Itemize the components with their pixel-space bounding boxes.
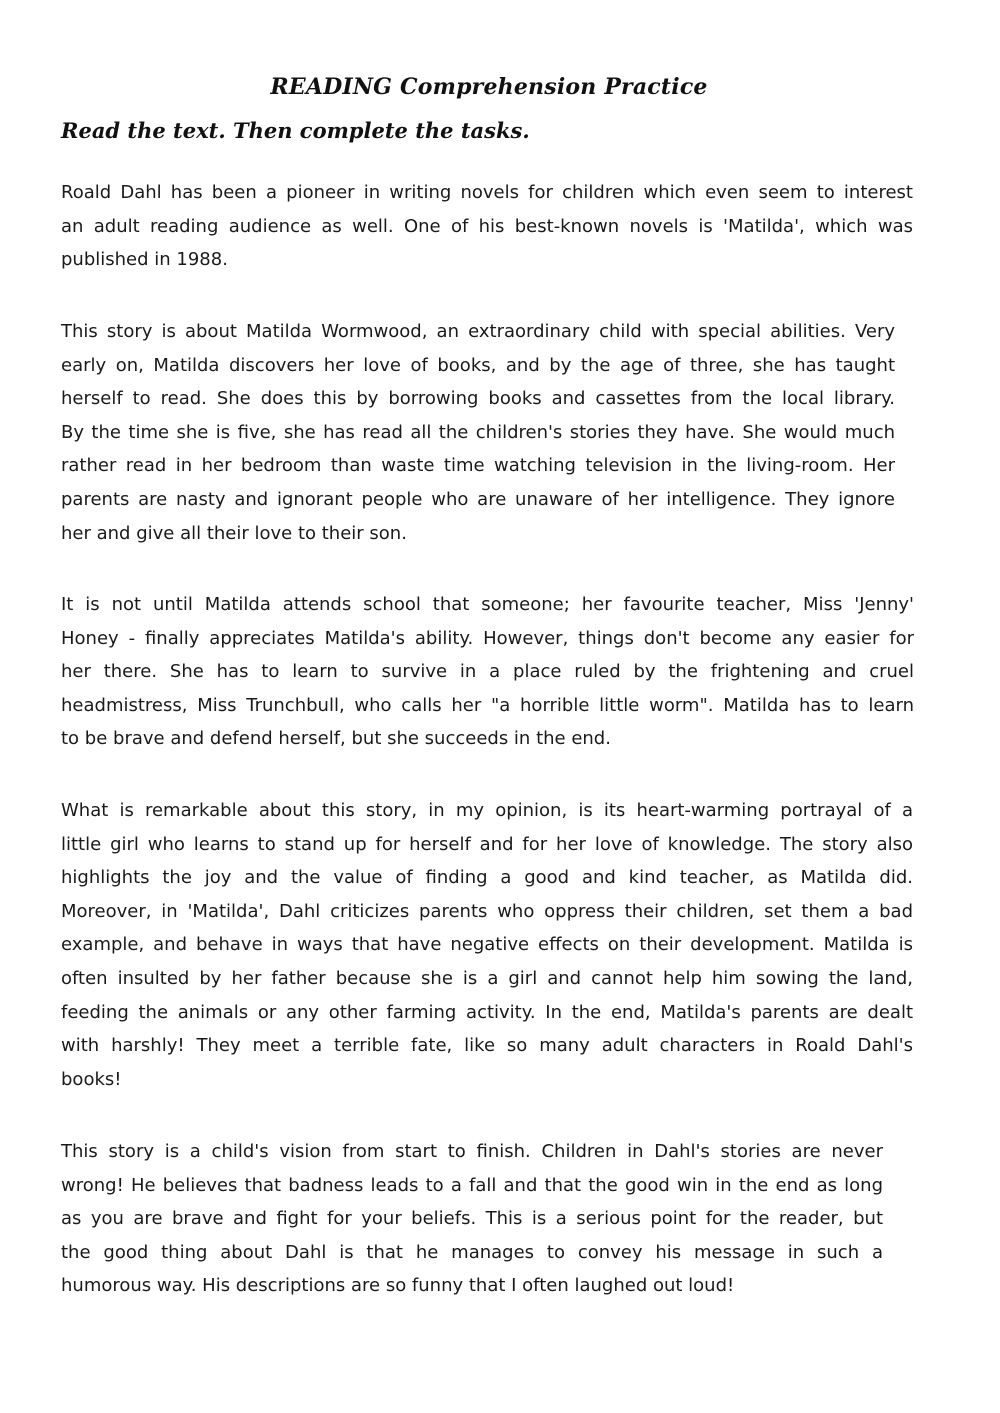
text-line: headmistress, Miss Trunchbull, who calls her "a horrible little worm". Matilda has to learn — [61, 694, 914, 716]
text-line: This story is about Matilda Wormwood, an extraordinary child with special abilities. Very — [61, 321, 895, 342]
task-instruction: Read the text. Then complete the tasks. — [61, 118, 530, 143]
text-line: the good thing about Dahl is that he manages to convey his message in such a — [61, 1241, 883, 1263]
text-line: By the time she is five, she has read all the children's stories they have. She would much — [61, 421, 895, 443]
text-line: often insulted by her father because she is a girl and cannot help him sowing the land, — [61, 967, 913, 989]
text-line: It is not until Matilda attends school that someone; her favourite teacher, Miss 'Jenny' — [61, 594, 914, 615]
text-line: her there. She has to learn to survive in a place ruled by the frightening and cruel — [61, 661, 914, 683]
text-line: an adult reading audience as well. One of his best-known novels is 'Matilda', which was — [61, 215, 913, 237]
paragraph-2 — [61, 315, 895, 550]
text-line: This story is a child's vision from start to finish. Children in Dahl's stories are never — [61, 1141, 883, 1162]
text-line: early on, Matilda discovers her love of books, and by the age of three, she has taught — [61, 354, 895, 376]
text-line: humorous way. His descriptions are so funny that I often laughed out loud! — [61, 1275, 735, 1297]
text-line: parents are nasty and ignorant people who are unaware of her intelligence. They ignore — [61, 488, 895, 510]
text-line: published in 1988. — [61, 249, 228, 271]
paragraph-4 — [61, 794, 913, 1096]
text-line: Moreover, in 'Matilda', Dahl criticizes parents who oppress their children, set them a bad — [61, 900, 913, 922]
text-line: What is remarkable about this story, in my opinion, is its heart-warming portrayal of a — [61, 800, 913, 821]
text-line: rather read in her bedroom than waste time watching television in the living-room. Her — [61, 455, 895, 477]
text-line: Honey - finally appreciates Matilda's ability. However, things don't become any easier for — [61, 627, 914, 649]
text-line: books! — [61, 1068, 122, 1090]
text-line: feeding the animals or any other farming activity. In the end, Matilda's parents are dealt — [61, 1001, 913, 1023]
text-line: to be brave and defend herself, but she succeeds in the end. — [61, 728, 611, 750]
text-line: herself to read. She does this by borrowing books and cassettes from the local library. — [61, 388, 895, 410]
text-line: example, and behave in ways that have negative effects on their development. Matilda is — [61, 934, 913, 956]
page-title: READING Comprehension Practice — [270, 74, 708, 100]
text-line: highlights the joy and the value of finding a good and kind teacher, as Matilda did. — [61, 867, 913, 889]
paragraph-5 — [61, 1135, 883, 1303]
text-line: little girl who learns to stand up for herself and for her love of knowledge. The story also — [61, 833, 913, 855]
text-line: with harshly! They meet a terrible fate, like so many adult characters in Roald Dahl's — [61, 1035, 913, 1057]
text-line: wrong! He believes that badness leads to a fall and that the good win in the end as long — [61, 1174, 883, 1196]
text-line: as you are brave and fight for your beliefs. This is a serious point for the reader, but — [61, 1208, 883, 1230]
paragraph-1 — [61, 176, 913, 277]
text-line: Roald Dahl has been a pioneer in writing novels for children which even seem to interest — [61, 182, 913, 203]
text-line: her and give all their love to their son. — [61, 522, 407, 544]
paragraph-3 — [61, 588, 914, 756]
